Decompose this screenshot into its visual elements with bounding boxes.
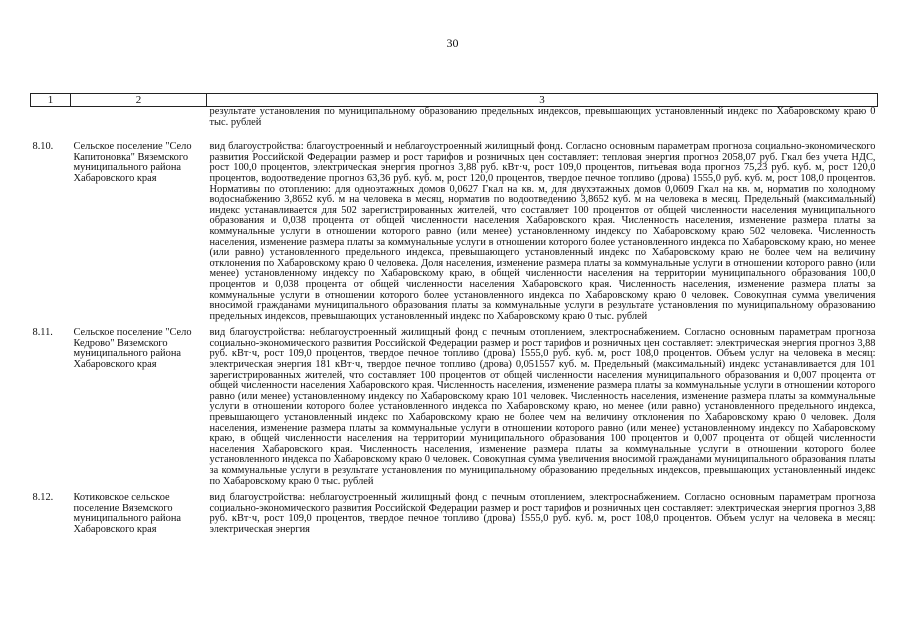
page-number: 30	[446, 36, 459, 50]
header-col-1: 1	[31, 94, 71, 107]
table-row	[31, 493, 878, 541]
continuation-row	[31, 107, 878, 143]
municipality-name: Сельское поселение "Село Кедрово" Вяземского муниципального района Хабаровского края	[73, 327, 192, 371]
municipality-name: Сельское поселение "Село Капитоновка" Вяземского муниципального района Хабаровского края	[73, 141, 192, 184]
row-number: 8.11.	[32, 327, 53, 339]
row-description: вид благоустройства: благоустроенный и неблагоустроенный жилищный фонд. Согласно основным параметрам прогноза социально-экономического развития Российской Федерации размер и рост тарифов и розничных цен составляет: тепловая энергия прогноз 2058,07 руб. Гкал без учета НДС, рост 100,0 процентов, электрическая энергия прогноз 3,88 руб. кВт·ч, рост 109,0 процентов, питьевая вода прогноз 75,23 руб. куб. м, рост 120,0 процентов, водоотведение прогноз 63,36 руб. куб. м, рост 120,0 процентов, твердое печное топливо (дрова) 1555,0 руб. куб. м, рост 108,0 процентов. Нормативы по отоплению: для одноэтажных домов 0,0627 Гкал на кв. м, для двухэтажных домов 0,0609 Гкал на кв. м, норматив по холодному водоснабжению 3,8652 куб. м на человека в месяц, норматив по водоотведению 3,8652 куб. м на человека в месяц. Предельный (максимальный) индекс устанавливается для 502 зарегистрированных жителей, что составляет 100 процентов от общей численности населения муниципального образования и 0,038 процента от общей численности населения Хабаровского края. Численность населения, изменение размера платы за коммунальные услуги в отношении которого равно (или менее) установленному индексу по Хабаровскому краю 502 человека. Численность населения, изменение размера платы за коммунальные услуги в отношении которого более установленного индекса по Хабаровскому краю, но менее (или равно) установленного предельного индекса, превышающего установленный индекс по Хабаровскому краю не более чем на величину отклонения по Хабаровскому краю 0 человека. Доля населения, изменение размера платы за коммунальные услуги в отношении которого равно (или менее) установленному индексу по Хабаровскому краю, в общей численности населения на территории муниципального образования 100,0 процентов и 0,038 процента от общей численности населения Хабаровского края. Численность населения, изменение размера платы за коммунальные услуги в отношении которого более установленного индекса по Хабаровскому краю 0 человек. Совокупная сумма увеличения вносимой гражданами муниципального образования платы за коммунальные услуги в результате установления по муниципальному образованию предельных индексов, превышающих установленный индекс по Хабаровскому краю 0 тыс. рублей	[209, 141, 876, 322]
header-col-3: 3	[207, 94, 878, 107]
table-header	[31, 94, 878, 107]
header-col-2: 2	[71, 94, 207, 107]
tariff-index-table	[30, 93, 878, 542]
row-number: 8.10.	[32, 141, 54, 153]
table-row	[31, 328, 878, 493]
continuation-num-cell	[31, 107, 71, 143]
row-number: 8.12.	[32, 492, 54, 504]
table-row	[31, 142, 878, 328]
continuation-text: результате установления по муниципальному образованию предельных индексов, превышающих установленный индекс по Хабаровскому краю 0 тыс. рублей	[209, 106, 876, 128]
row-description: вид благоустройства: неблагоустроенный жилищный фонд с печным отоплением, электроснабжением. Согласно основным параметрам прогноза социально-экономического развития Российской Федерации размер и рост тарифов и розничных цен составляет: электрическая энергия прогноз 3,88 руб. кВт·ч, рост 109,0 процентов, твердое печное топливо (дрова) 1555,0 руб. куб. м, рост 108,0 процентов. Объем услуг на человека в месяц: электрическая энергия	[209, 492, 876, 535]
continuation-name-cell	[71, 107, 207, 143]
row-description: вид благоустройства: неблагоустроенный жилищный фонд с печным отоплением, электроснабжением. Согласно основным параметрам прогноза социально-экономического развития Российской Федерации размер и рост тарифов и розничных цен составляет: электрическая энергия прогноз 3,88 руб. кВт·ч, рост 109,0 процентов, твердое печное топливо (дрова) 1555,0 руб. куб. м, рост 108,0 процентов. Объем услуг на человека в месяц: электрическая энергия 181 кВт·ч, твердое печное топливо (дрова) 0,051557 куб. м. Предельный (максимальный) индекс устанавливается для 101 зарегистрированных жителей, что составляет 100 процентов от общей численности населения муниципального образования и 0,007 процента от общей численности населения Хабаровского края. Численность населения, изменение размера платы за коммунальные услуги в отношении которого равно (или менее) установленному индексу по Хабаровскому краю 101 человек. Численность населения, изменение размера платы за коммунальные услуги в отношении которого более установленного индекса по Хабаровскому краю, но менее (или равно) установленного предельного индекса, превышающего установленный индекс по Хабаровскому краю не более чем на величину отклонения по Хабаровскому краю 0 человек. Доля населения, изменение размера платы за коммунальные услуги в отношении которого равно (или менее) установленному индексу по Хабаровскому краю, в общей численности населения на территории муниципального образования 100 процентов и 0,007 процента от общей численности населения Хабаровского края. Численность населения, изменение размера платы за коммунальные услуги в отношении которого более установленного индекса по Хабаровскому краю 0 человек. Совокупная сумма увеличения вносимой гражданами муниципального образования платы за коммунальные услуги в результате установления по муниципальному образованию предельных индексов, превышающих установленный индекс по Хабаровскому краю 0 тыс. рублей	[209, 327, 876, 487]
municipality-name: Котиковское сельское поселение Вяземского муниципального района Хабаровского края	[73, 492, 181, 535]
